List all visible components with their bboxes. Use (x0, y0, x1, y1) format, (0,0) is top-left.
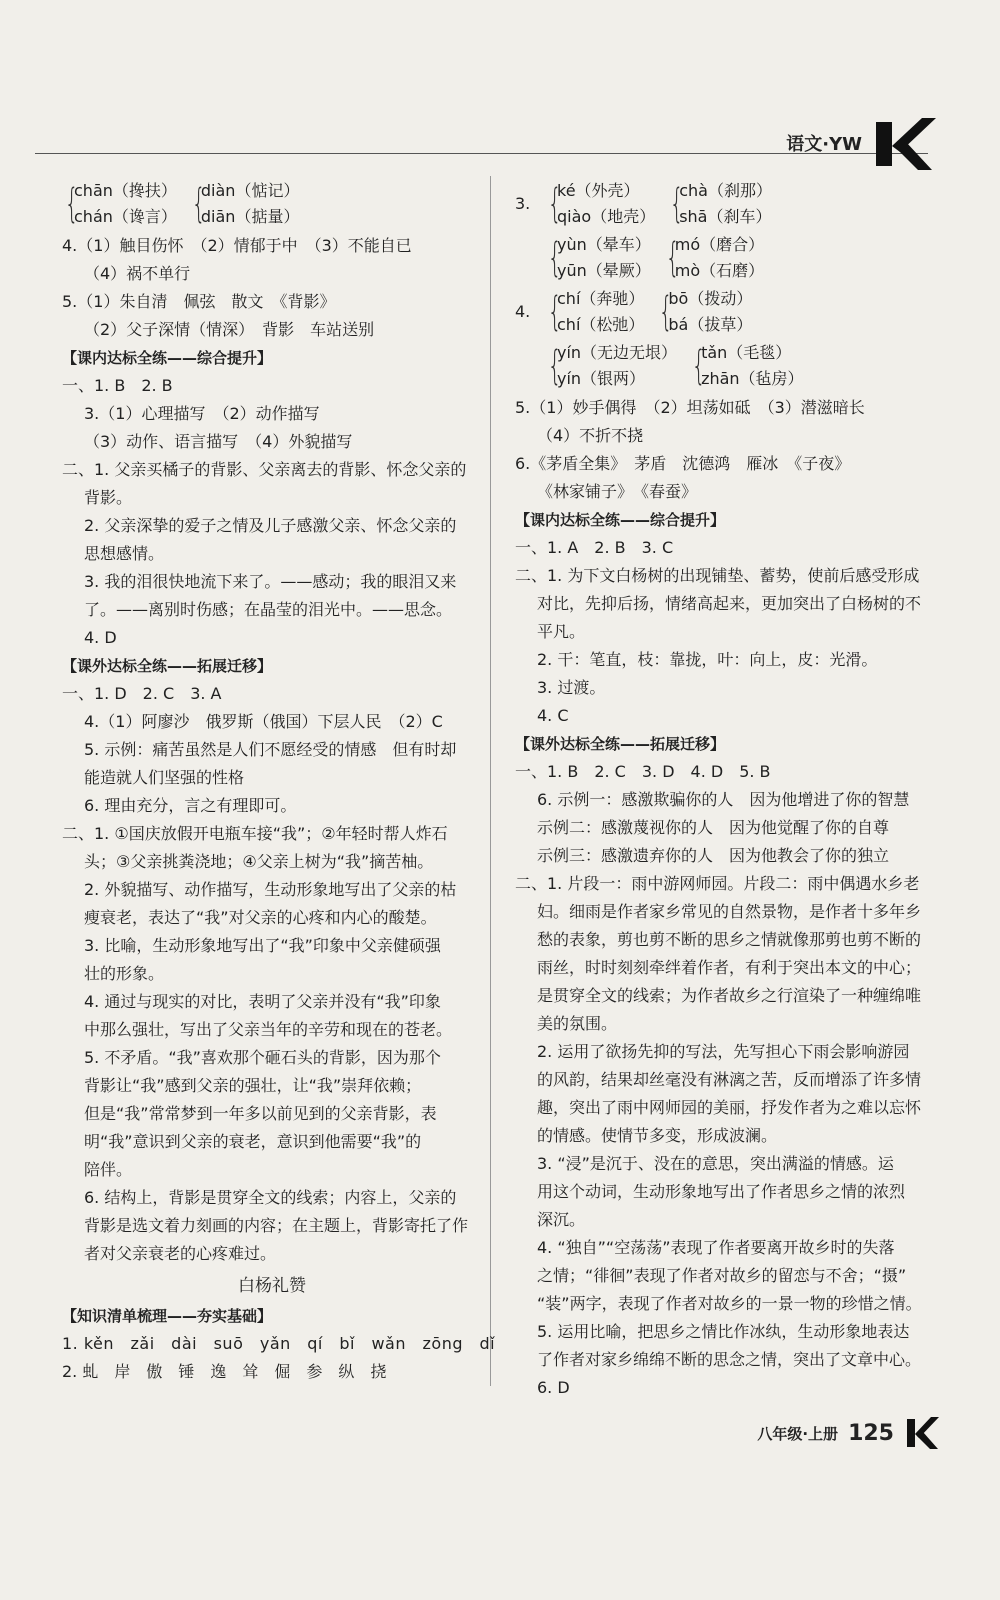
pinyin-pair-row (515, 286, 945, 338)
answer-line: （4）祸不单行 (84, 264, 191, 283)
pinyin-bottom: bá（拔草） (668, 315, 753, 334)
answer-line: 3.（1）心理描写 （2）动作描写 (84, 404, 320, 423)
answer-line: 用这个动词，生动形象地写出了作者思乡之情的浓烈 (537, 1182, 906, 1201)
answer-line: 1. kěn zǎi dài suō yǎn qí bǐ wǎn zōng dǐ (62, 1334, 496, 1353)
answer-line: 《林家铺子》 《春蚕》 (537, 482, 698, 501)
answer-line: 者对父亲衰老的心疼难过。 (84, 1244, 277, 1263)
answer-line: 4. D (84, 628, 117, 647)
answer-line: 4. C (537, 706, 569, 725)
answer-line: 5. 不矛盾。“我”喜欢那个砸石头的背影，因为那个 (84, 1048, 441, 1067)
pinyin-pair (667, 178, 772, 230)
answer-line: 3. “浸”是沉于、没在的意思，突出满溢的情感。运 (537, 1154, 894, 1173)
answer-line: 6.《茅盾全集》 茅盾 沈德鸿 雁冰 《子夜》 (515, 454, 851, 473)
answer-line: 4. 通过与现实的对比，表明了父亲并没有“我”印象 (84, 992, 441, 1011)
subject-label: 语文·YW (786, 134, 862, 155)
answer-line: 平凡。 (537, 622, 586, 641)
pinyin-top: yùn（晕车） (557, 235, 651, 254)
page-number: 125 (848, 1420, 894, 1446)
answer-line: 2. 虬 岸 傲 锤 逸 耸 倔 参 纵 挠 (62, 1362, 387, 1381)
section-heading: 【课内达标全练——综合提升】 (62, 349, 273, 367)
brand-k-icon (904, 1415, 940, 1451)
answer-line: 的风韵，结果却丝毫没有淋漓之苦，反而增添了许多情 (537, 1070, 922, 1089)
answer-line: 明“我”意识到父亲的衰老，意识到他需要“我”的 (84, 1132, 422, 1151)
pinyin-top: bō（拨动） (668, 289, 753, 308)
answer-line: 背影是选文着力刻画的内容；在主题上，背影寄托了作 (84, 1216, 469, 1235)
question-number: 3. (515, 194, 531, 213)
pinyin-pair (62, 178, 177, 230)
answer-line: 一、1. B 2. C 3. D 4. D 5. B (515, 762, 771, 781)
answer-line: 5.（1）朱自清 佩弦 散文 《背影》 (62, 292, 336, 311)
answer-line: （3）动作、语言描写 （4）外貌描写 (84, 432, 353, 451)
right-column (515, 176, 945, 1402)
answer-line: 之情；“徘徊”表现了作者对故乡的留恋与不舍；“摄” (537, 1266, 907, 1285)
answer-line: 3. 比喻，生动形象地写出了“我”印象中父亲健硕强 (84, 936, 441, 955)
answer-line: 5. 示例：痛苦虽然是人们不愿经受的情感 但有时却 (84, 740, 457, 759)
answer-line: 示例二：感激蔑视你的人 因为他觉醒了你的自尊 (537, 818, 890, 837)
brace-icon: { (191, 181, 206, 227)
pinyin-bottom: mò（石磨） (674, 261, 765, 280)
answer-line: 壮的形象。 (84, 964, 165, 983)
answer-line: 了。——离别时伤感；在晶莹的泪光中。——思念。 (84, 600, 453, 619)
answer-line: 4.（1）触目伤怀 （2）情郁于中 （3）不能自已 (62, 236, 412, 255)
answer-line: 背影让“我”感到父亲的强壮，让“我”崇拜依赖； (84, 1076, 422, 1095)
answer-line: 能造就人们坚强的性格 (84, 768, 245, 787)
pinyin-pair (656, 286, 752, 338)
pinyin-pair (663, 232, 764, 284)
pinyin-pair (545, 340, 677, 392)
answer-line: 深沉。 (537, 1210, 586, 1229)
pinyin-pair (189, 178, 300, 230)
answer-line: 二、1. 父亲买橘子的背影、父亲离去的背影、怀念父亲的 (62, 460, 467, 479)
answer-line: 一、1. B 2. B (62, 376, 173, 395)
answer-line: 思想感情。 (84, 544, 165, 563)
section-heading: 【课外达标全练——拓展迁移】 (62, 657, 273, 675)
answer-line: 是贯穿全文的线索；为作者故乡之行渲染了一种缠绵唯 (537, 986, 922, 1005)
section-heading: 【课外达标全练——拓展迁移】 (515, 735, 726, 753)
pinyin-pair-row (515, 340, 945, 392)
left-column (62, 176, 496, 1386)
pinyin-top: yín（无边无垠） (557, 343, 678, 362)
answer-line: 但是“我”常常梦到一年多以前见到的父亲背影，表 (84, 1104, 437, 1123)
answer-line: 6. 结构上，背影是贯穿全文的线索；内容上，父亲的 (84, 1188, 457, 1207)
pinyin-bottom: diān（掂量） (200, 207, 300, 226)
section-heading: 【课内达标全练——综合提升】 (515, 511, 726, 529)
answer-line: 3. 过渡。 (537, 678, 606, 697)
answer-line: 二、1. 片段一：雨中游网师园。片段二：雨中偶遇水乡老 (515, 874, 920, 893)
brace-icon: { (669, 181, 684, 227)
answer-line: 头；③父亲挑粪浇地；④父亲上树为“我”摘苦柚。 (84, 852, 434, 871)
brace-icon: { (665, 235, 680, 281)
pinyin-bottom: qiào（地壳） (557, 207, 656, 226)
pinyin-top: mó（磨合） (674, 235, 765, 254)
grade-label: 八年级·上册 (757, 1424, 839, 1443)
pinyin-bottom: chí（松弛） (557, 315, 645, 334)
answer-line: （2）父子深情（情深） 背影 车站送别 (84, 320, 375, 339)
pinyin-bottom: chán（谗言） (74, 207, 177, 226)
answer-line: 6. D (537, 1378, 570, 1397)
pinyin-pair-row (515, 178, 945, 230)
page-footer (757, 1413, 940, 1453)
answer-line: 示例三：感激遗弃你的人 因为他教会了你的独立 (537, 846, 890, 865)
pinyin-pair-row (62, 178, 482, 230)
answer-line: 二、1. 为下文白杨树的出现铺垫、蓄势，使前后感受形成 (515, 566, 920, 585)
brace-icon: { (547, 289, 562, 335)
answer-line: 2. 运用了欲扬先抑的写法，先写担心下雨会影响游园 (537, 1042, 910, 1061)
question-number: 4. (515, 302, 531, 321)
answer-line: “装”两字，表现了作者对故乡的一景一物的珍惜之情。 (537, 1294, 922, 1313)
answer-line: 妇。细雨是作者家乡常见的自然景物，是作者十多年乡 (537, 902, 922, 921)
answer-line: 6. 示例一：感激欺骗你的人 因为他增进了你的智慧 (537, 790, 910, 809)
pinyin-pair (545, 286, 644, 338)
answer-line: 二、1. ①国庆放假开电瓶车接“我”；②年轻时帮人炸石 (62, 824, 448, 843)
pinyin-bottom: yūn（晕厥） (557, 261, 651, 280)
answer-line: 5.（1）妙手偶得 （2）坦荡如砥 （3）潜滋暗长 (515, 398, 865, 417)
brace-icon: { (547, 235, 562, 281)
answer-line: 中那么强壮，写出了父亲当年的辛劳和现在的苍老。 (84, 1020, 453, 1039)
column-divider (490, 176, 491, 1386)
answer-line: 3. 我的泪很快地流下来了。——感动；我的眼泪又来 (84, 572, 457, 591)
pinyin-top: diàn（惦记） (200, 181, 300, 200)
brace-icon: { (659, 289, 674, 335)
answer-line: 4. “独自”“空荡荡”表现了作者要离开故乡时的失落 (537, 1238, 895, 1257)
page-header (35, 122, 940, 162)
pinyin-top: ké（外壳） (557, 181, 640, 200)
answer-line: 瘦衰老，表达了“我”对父亲的心疼和内心的酸楚。 (84, 908, 437, 927)
answer-line: 一、1. A 2. B 3. C (515, 538, 674, 557)
pinyin-pair (545, 178, 655, 230)
pinyin-pair-row (515, 232, 945, 284)
answer-line: 了作者对家乡绵绵不断的思念之情，突出了文章中心。 (537, 1350, 922, 1369)
answer-line: （4）不折不挠 (537, 426, 644, 445)
pinyin-bottom: yín（银两） (557, 369, 646, 388)
answer-line: 陪伴。 (84, 1160, 133, 1179)
pinyin-bottom: shā（刹车） (679, 207, 772, 226)
pinyin-top: chà（刹那） (679, 181, 772, 200)
section-heading: 【知识清单梳理——夯实基础】 (62, 1307, 273, 1325)
answer-line: 愁的表象，剪也剪不断的思乡之情就像那剪也剪不断的 (537, 930, 922, 949)
answer-line: 2. 干：笔直，枝：靠拢，叶：向上，皮：光滑。 (537, 650, 878, 669)
answer-line: 4.（1）阿廖沙 俄罗斯（俄国）下层人民 （2）C (84, 712, 443, 731)
pinyin-top: chān（搀扶） (74, 181, 177, 200)
brace-icon: { (547, 343, 562, 389)
answer-line: 2. 外貌描写、动作描写，生动形象地写出了父亲的枯 (84, 880, 457, 899)
answer-line: 雨丝，时时刻刻牵绊着作者，有利于突出本文的中心； (537, 958, 922, 977)
answer-line: 美的氛围。 (537, 1014, 618, 1033)
lesson-title: 白杨礼赞 (238, 1276, 306, 1296)
answer-line: 趣，突出了雨中网师园的美丽，抒发作者为之难以忘怀 (537, 1098, 922, 1117)
answer-line: 背影。 (84, 488, 133, 507)
answer-line: 6. 理由充分，言之有理即可。 (84, 796, 297, 815)
brace-icon: { (547, 181, 562, 227)
pinyin-pair (545, 232, 651, 284)
pinyin-top: chí（奔驰） (557, 289, 645, 308)
brace-icon: { (691, 343, 706, 389)
pinyin-top: tǎn（毛毯） (701, 343, 792, 362)
answer-line: 对比，先抑后扬，情绪高起来，更加突出了白杨树的不 (537, 594, 922, 613)
answer-line: 的情感。使情节多变，形成波澜。 (537, 1126, 778, 1145)
pinyin-bottom: zhān（毡房） (701, 369, 804, 388)
answer-line: 5. 运用比喻，把思乡之情比作冰纨，生动形象地表达 (537, 1322, 910, 1341)
pinyin-pair (689, 340, 804, 392)
brand-k-icon (870, 116, 940, 172)
answer-line: 2. 父亲深挚的爱子之情及儿子感激父亲、怀念父亲的 (84, 516, 457, 535)
answer-line: 一、1. D 2. C 3. A (62, 684, 222, 703)
brace-icon: { (64, 181, 79, 227)
